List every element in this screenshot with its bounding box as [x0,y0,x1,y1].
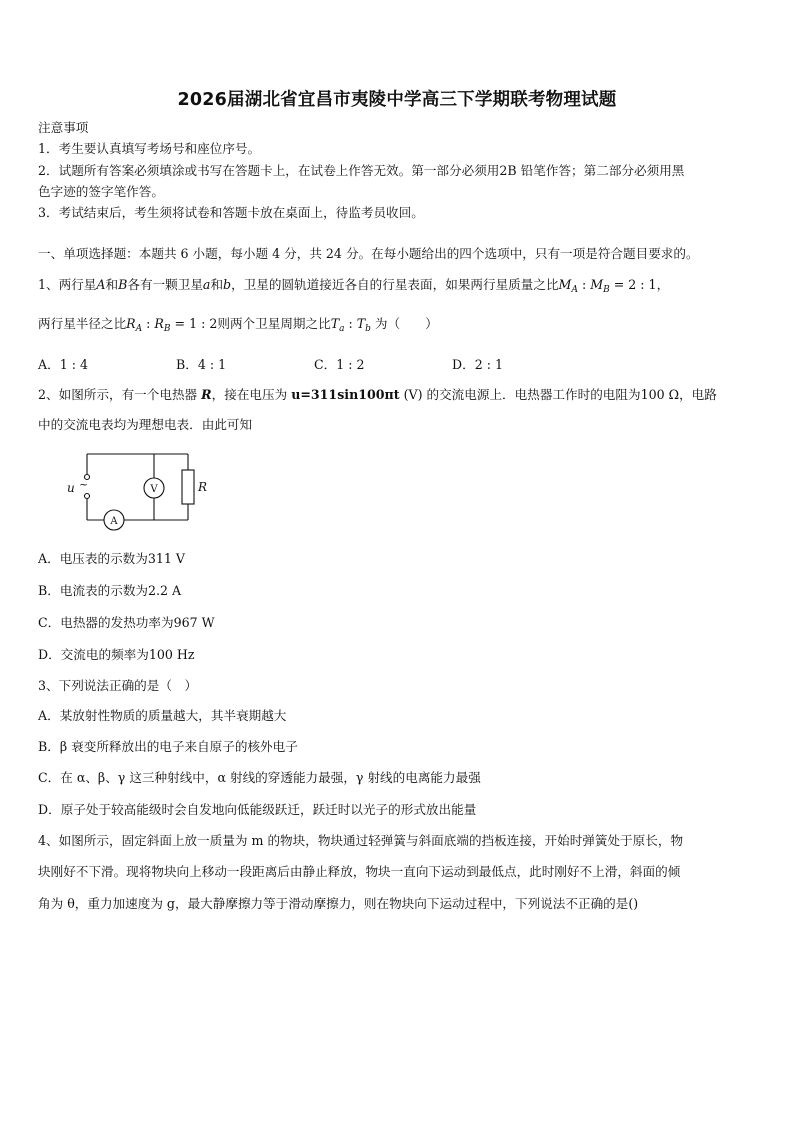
notice-item-2-cont: 色字迹的签字笔作答。 [38,184,164,199]
q3-option-c: C．在 α、β、γ 这三种射线中，α 射线的穿透能力最强，γ 射线的电离能力最强 [38,770,481,785]
q2-stem-line1: 2、如图所示，有一个电热器 R，接在电压为 u=311sin100πt (V) 的交流电源上．电热器工作时的电阻为100 Ω，电路 [38,387,717,402]
q2-option-a: A．电压表的示数为311 V [38,551,185,566]
q1-option-d: D．2 : 1 [452,357,503,372]
q3-option-a: A．某放射性物质的质量越大，其半衰期越大 [38,708,287,723]
q1-stem-line2: 两行星半径之比$R_A$ : $R_B = 1$ : 2则两个卫星周期之比$T_a$ : $T_b$ 为（ ） [38,316,438,334]
ammeter: A [110,516,118,527]
q4-stem-line2: 块刚好不下滑。现将物块向上移动一段距离后由静止释放，物块一直向下运动到最低点，此时刚好不上滑，斜面的倾 [38,864,681,879]
q1-option-c: C．1 : 2 [314,357,365,372]
circuit-diagram [60,448,220,534]
notice-item-1: 1．考生要认真填写考场号和座位序号。 [38,141,261,156]
q1-option-a: A．1 : 4 [38,357,88,372]
ac-symbol: ~ [79,478,89,491]
voltmeter: V [150,484,158,495]
q4-stem-line1: 4、如图所示，固定斜面上放一质量为 m 的物块，物块通过轻弹簧与斜面底端的挡板连接，开始时弹簧处于原长，物 [38,833,684,848]
source-label: u [67,481,75,495]
q3-option-b: B．β 衰变所释放出的电子来自原子的核外电子 [38,739,298,754]
q4-stem-line3: 角为 θ，重力加速度为 g，最大静摩擦力等于滑动摩擦力，则在物块向下运动过程中，下列说法不正确的是() [38,896,639,911]
notice-heading: 注意事项 [38,120,89,135]
section-heading: 一、单项选择题：本题共 6 小题，每小题 4 分，共 24 分。在每小题给出的四个选项中，只有一项是符合题目要求的。 [38,246,699,261]
q3-option-d: D．原子处于较高能级时会自发地向低能级跃迁，跃迁时以光子的形式放出能量 [38,802,477,817]
q1-stem-line1: 1、两行星A和B各有一颗卫星a和b，卫星的圆轨道接近各自的行星表面，如果两行星质量之比$M_A$ : $M_B = 2$ : 1， [38,277,670,295]
q2-option-b: B．电流表的示数为2.2 A [38,583,182,598]
notice-item-2: 2．试题所有答案必须填涂或书写在答题卡上，在试卷上作答无效。第一部分必须用2B 铅笔作答；第二部分必须用黑 [38,163,685,178]
resistor-label: R [198,480,208,494]
notice-item-3: 3．考试结束后，考生须将试卷和答题卡放在桌面上，待监考员收回。 [38,205,424,220]
q1-option-b: B．4 : 1 [176,357,227,372]
q3-stem: 3、下列说法正确的是（ ） [38,678,198,693]
q2-option-c: C．电热器的发热功率为967 W [38,615,215,630]
q2-option-d: D．交流电的频率为100 Hz [38,647,195,662]
page-title: 2026届湖北省宜昌市夷陵中学高三下学期联考物理试题 [177,90,617,110]
q2-stem-line2: 中的交流电表均为理想电表．由此可知 [38,417,253,432]
